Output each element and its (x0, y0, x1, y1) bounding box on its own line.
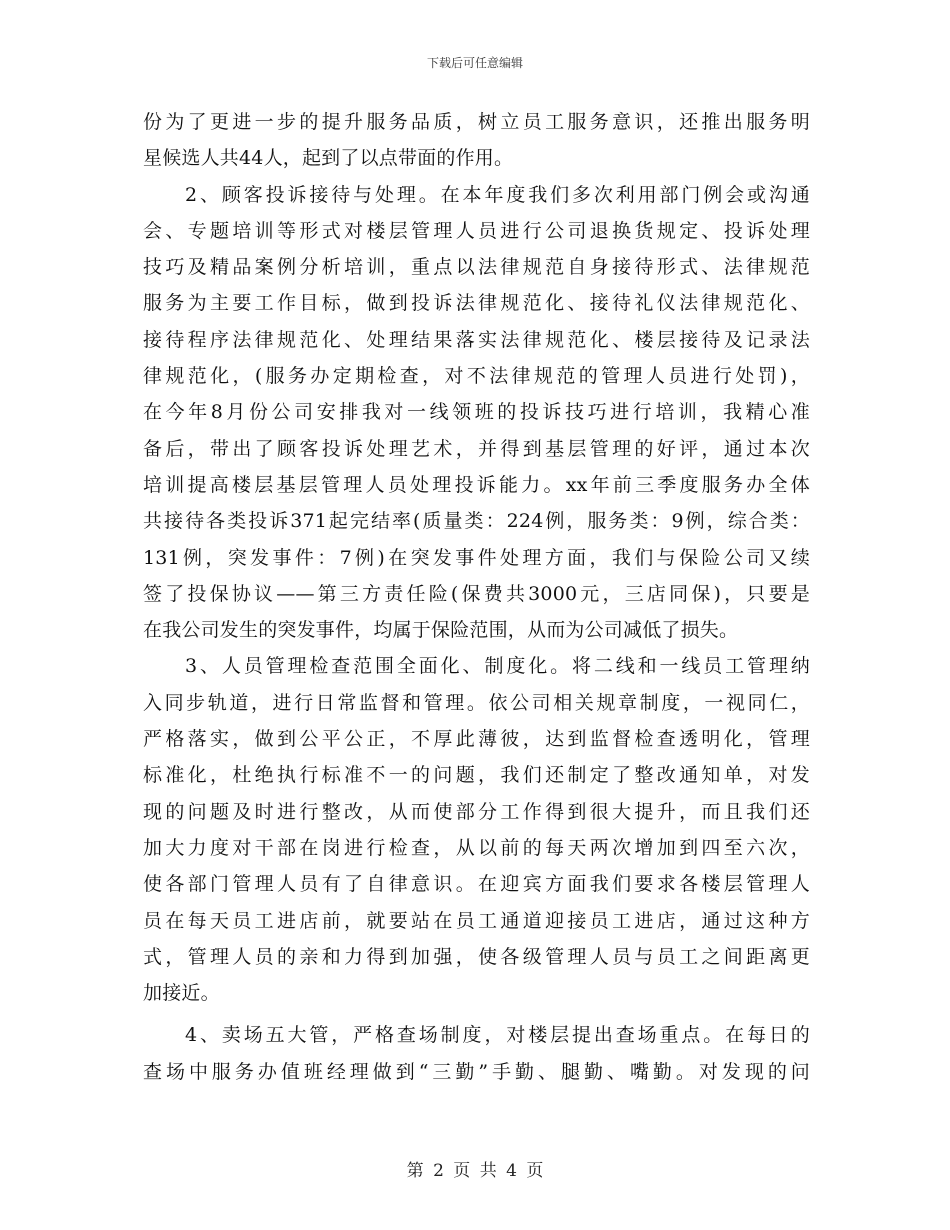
text-line: 入同步轨道，进行日常监督和管理。依公司相关规章制度，一视同仁， (143, 691, 810, 714)
text-line: 律规范化，(服务办定期检查，对不法律规范的管理人员进行处罚)， (143, 365, 810, 388)
text-line: 式，管理人员的亲和力得到加强，使各级管理人员与员工之间距离更 (143, 945, 810, 968)
text-line: 备后，带出了顾客投诉处理艺术，并得到基层管理的好评，通过本次 (143, 437, 810, 460)
text-line: 在今年8月份公司安排我对一线领班的投诉技巧进行培训，我精心准 (143, 401, 810, 424)
paragraph (143, 1017, 810, 1090)
text-line: 星候选人共44人，起到了以点带面的作用。 (143, 147, 514, 170)
document-body (143, 104, 810, 1090)
paragraph (143, 648, 810, 1011)
text-line: 131例，突发事件：7例)在突发事件处理方面，我们与保险公司又续 (143, 546, 810, 569)
text-line: 查场中服务办值班经理做到“三勤”手勤、腿勤、嘴勤。对发现的问 (143, 1060, 810, 1083)
page-header: 下载后可任意编辑 (426, 56, 523, 70)
text-line: 技巧及精品案例分析培训，重点以法律规范自身接待形式、法律规范 (143, 256, 810, 279)
text-line: 会、专题培训等形式对楼层管理人员进行公司退换货规定、投诉处理 (143, 219, 810, 242)
text-line: 2、顾客投诉接待与处理。在本年度我们多次利用部门例会或沟通 (185, 183, 810, 206)
text-line: 标准化，杜绝执行标准不一的问题，我们还制定了整改通知单，对发 (143, 764, 810, 787)
text-line: 在我公司发生的突发事件，均属于保险范围，从而为公司减低了损失。 (143, 619, 739, 642)
text-line: 使各部门管理人员有了自律意识。在迎宾方面我们要求各楼层管理人 (143, 873, 810, 896)
text-line: 现的问题及时进行整改，从而使部分工作得到很大提升，而且我们还 (143, 800, 810, 823)
text-line: 3、人员管理检查范围全面化、制度化。将二线和一线员工管理纳 (185, 655, 810, 678)
text-line: 份为了更进一步的提升服务品质，树立员工服务意识，还推出服务明 (143, 111, 810, 133)
page-number-footer: 第 2 页 共 4 页 (406, 1161, 544, 1181)
paragraph (143, 104, 810, 177)
text-line: 加接近。 (143, 982, 220, 1005)
text-line: 员在每天员工进店前，就要站在员工通道迎接员工进店，通过这种方 (143, 909, 810, 932)
text-line: 接待程序法律规范化、处理结果落实法律规范化、楼层接待及记录法 (143, 328, 810, 351)
text-line: 签了投保协议——第三方责任险(保费共3000元，三店同保)，只要是 (143, 582, 810, 605)
text-line: 共接待各类投诉371起完结率(质量类：224例，服务类：9例，综合类： (143, 510, 810, 533)
text-line: 服务为主要工作目标，做到投诉法律规范化、接待礼仪法律规范化、 (143, 292, 810, 315)
text-line: 4、卖场五大管，严格查场制度，对楼层提出查场重点。在每日的 (185, 1024, 810, 1047)
text-line: 严格落实，做到公平公正，不厚此薄彼，达到监督检查透明化，管理 (143, 728, 810, 751)
text-line: 加大力度对干部在岗进行检查，从以前的每天两次增加到四至六次， (143, 836, 810, 859)
text-line: 培训提高楼层基层管理人员处理投诉能力。xx年前三季度服务办全体 (143, 473, 810, 496)
paragraph (143, 177, 810, 649)
